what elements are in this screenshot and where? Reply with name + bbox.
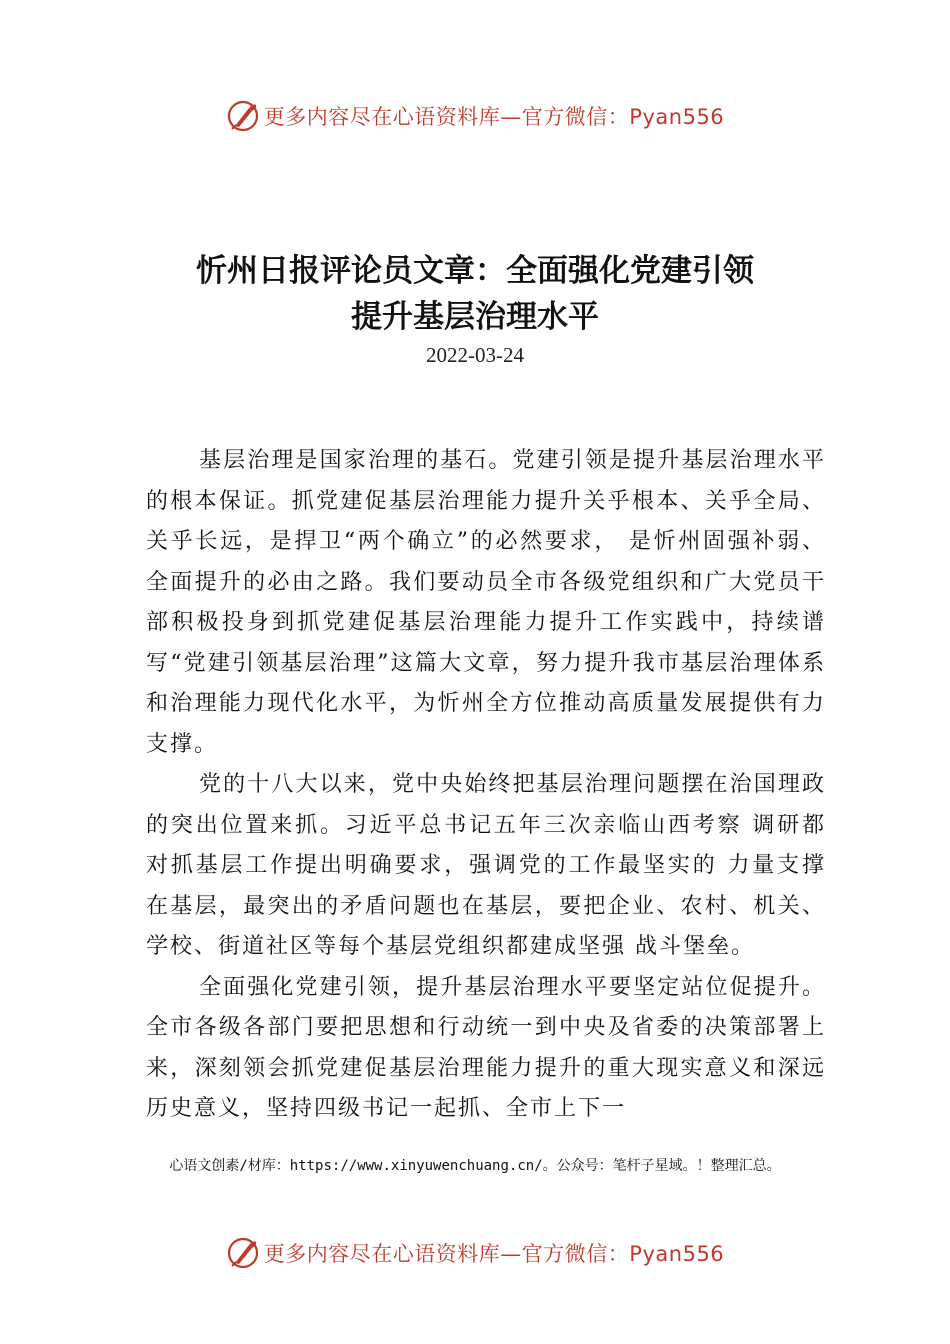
article-paragraph: 基层治理是国家治理的基石。党建引领是提升基层治理水平的根本保证。抓党建促基层治理能力提升关乎根本、关乎全局、关乎长远，是捍卫“两个确立”的必然要求， 是忻州固强补弱、全面提升的必由之路。我们要动员全市各级党组织和广大党员干部积极投身到抓党建促基层治理能力提升工作实践中，持续谱写“党建引领基层治理”这篇大文章，努力提升我市基层治理体系和治理能力现代化水平，为忻州全方位推动高质量发展提供有力支撑。	[146, 448, 826, 757]
quill-pen-logo-icon	[226, 99, 260, 133]
footer-banner-text: 更多内容尽在心语资料库—官方微信：Pyan556	[263, 1242, 725, 1266]
footer-source-note: 心语文创素/材库：https://www.xinyuwenchuang.cn/。公众号：笔杆子星域。！整理汇总。	[169, 1158, 781, 1174]
header-banner	[0, 96, 950, 136]
article-paragraph: 全面强化党建引领，提升基层治理水平要坚定站位促提升。全市各级各部门要把思想和行动统一到中央及省委的决策部署上来，深刻领会抓党建促基层治理能力提升的重大现实意义和深远历史意义，坚持四级书记一起抓、全市上下一	[146, 974, 826, 1121]
article-title	[0, 248, 950, 340]
header-banner-text: 更多内容尽在心语资料库—官方微信：Pyan556	[263, 105, 725, 129]
article-paragraph: 党的十八大以来，党中央始终把基层治理问题摆在治国理政的突出位置来抓。习近平总书记五年三次亲临山西考察 调研都对抓基层工作提出明确要求，强调党的工作最坚实的 力量支撑在基层，最突出的矛盾问题也在基层，要把企业、农村、机关、学校、街道社区等每个基层党组织都建成坚强 战斗堡垒。	[146, 772, 826, 959]
article-body	[146, 441, 826, 1130]
article-title-line-1: 忻州日报评论员文章：全面强化党建引领	[196, 253, 754, 289]
quill-pen-logo-icon	[226, 1236, 260, 1270]
article-title-line-2: 提升基层治理水平	[351, 299, 599, 335]
article-date: 2022-03-24	[426, 343, 524, 367]
footer-banner	[0, 1233, 950, 1273]
